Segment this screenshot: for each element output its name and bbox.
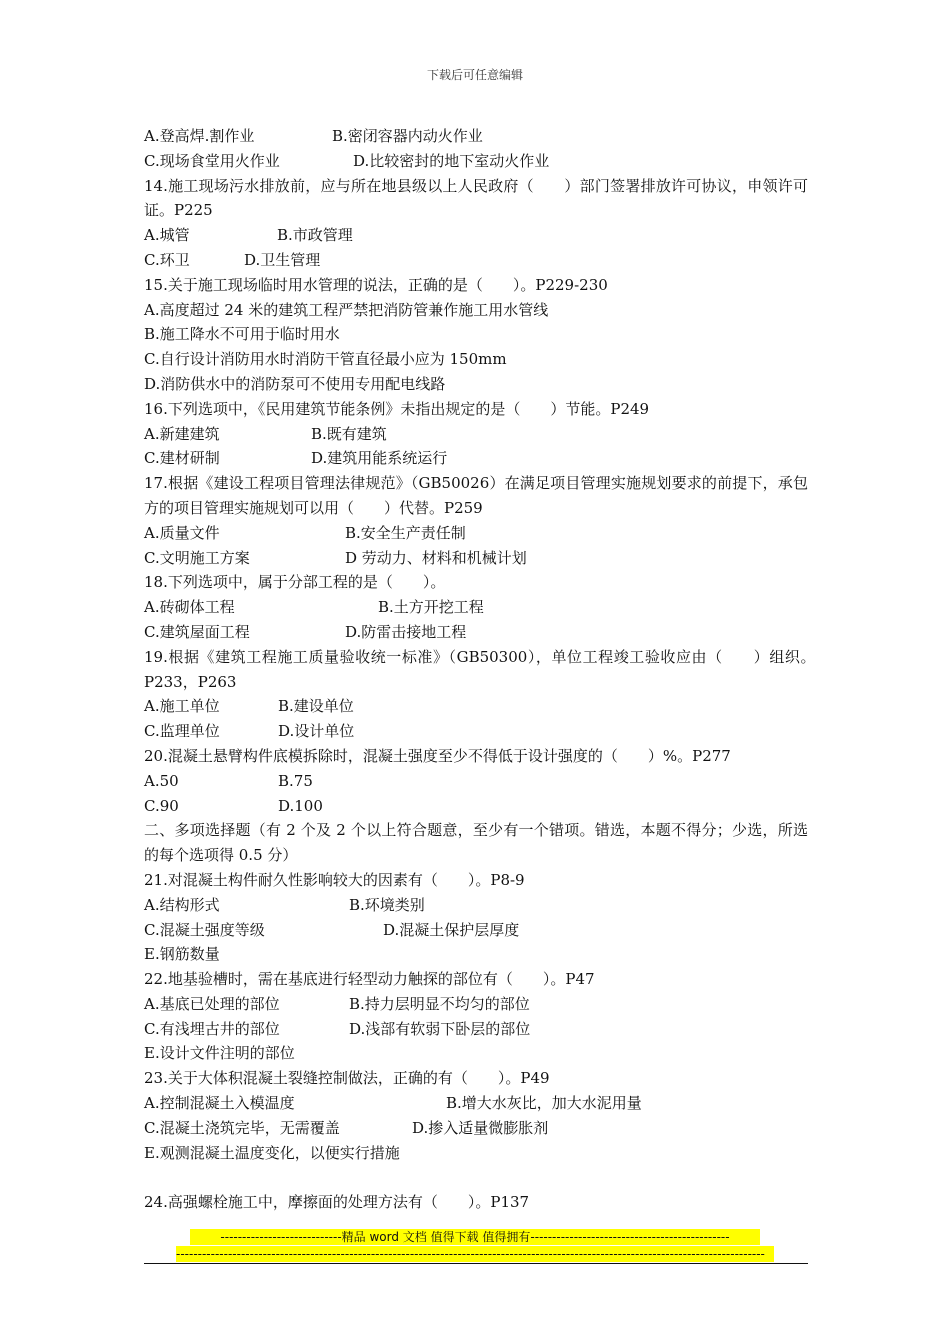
option-text: C.现场食堂用火作业 bbox=[144, 151, 280, 170]
option-text: C.混凝土浇筑完毕，无需覆盖 bbox=[144, 1118, 340, 1137]
option-text: D.卫生管理 bbox=[244, 250, 321, 269]
footer-banner-text: ----------------------------精品 word 文档 值得下载 值得拥有---------------------------------------------- bbox=[190, 1229, 760, 1245]
text-line: 18.下列选项中，属于分部工程的是（ ）。 bbox=[144, 573, 446, 592]
question-text: 17.根据《建设工程项目管理法律规范》（GB50026）在满足项目管理实施规划要求的前提下，承包方的项目管理实施规划可以用（ ）代替。P259 bbox=[144, 474, 808, 517]
text-line: 22.地基验槽时，需在基底进行轻型动力触探的部位有（ ）。P47 bbox=[144, 970, 595, 989]
option-row bbox=[144, 521, 808, 546]
option-row bbox=[144, 595, 808, 620]
option-text: A.结构形式 bbox=[144, 895, 220, 914]
option-text: C.文明施工方案 bbox=[144, 548, 250, 567]
option-text: C.90 bbox=[144, 796, 179, 815]
text-line: 21.对混凝土构件耐久性影响较大的因素有（ ）。P8-9 bbox=[144, 870, 525, 889]
text-line: B.施工降水不可用于临时用水 bbox=[144, 325, 340, 344]
option-text: B.建设单位 bbox=[278, 697, 354, 716]
text-line: D.消防供水中的消防泵可不使用专用配电线路 bbox=[144, 374, 446, 393]
text-line: C.自行设计消防用水时消防干管直径最小应为 150mm bbox=[144, 350, 507, 369]
option-text: C.有浅埋古井的部位 bbox=[144, 1019, 280, 1038]
option-text: B.75 bbox=[278, 771, 313, 790]
option-text: A.砖砌体工程 bbox=[144, 598, 235, 617]
option-text: A.50 bbox=[144, 771, 179, 790]
option-text: A.施工单位 bbox=[144, 697, 220, 716]
option-row bbox=[144, 1091, 808, 1116]
text-line: A.高度超过 24 米的建筑工程严禁把消防管兼作施工用水管线 bbox=[144, 300, 549, 319]
option-text: D 劳动力、材料和机械计划 bbox=[345, 548, 527, 567]
footer-banner-dashes: ---------------------------------------------------------------------------------------------------------------------------------------- bbox=[176, 1246, 774, 1262]
option-row bbox=[144, 248, 808, 273]
option-text: C.环卫 bbox=[144, 250, 190, 269]
option-text: A.基底已处理的部位 bbox=[144, 994, 280, 1013]
option-row bbox=[144, 546, 808, 571]
option-text: A.登高焊.割作业 bbox=[144, 127, 255, 145]
option-row bbox=[144, 620, 808, 645]
option-text: A.质量文件 bbox=[144, 523, 220, 542]
option-text: D.设计单位 bbox=[278, 722, 355, 741]
option-text: C.混凝土强度等级 bbox=[144, 920, 265, 939]
option-text: B.既有建筑 bbox=[311, 424, 387, 443]
option-row bbox=[144, 223, 808, 248]
option-text: A.新建建筑 bbox=[144, 424, 220, 443]
option-text: D.浅部有软弱下卧层的部位 bbox=[349, 1019, 531, 1038]
option-text: D.建筑用能系统运行 bbox=[311, 449, 448, 468]
option-text: B.增大水灰比，加大水泥用量 bbox=[446, 1094, 642, 1113]
option-text: B.土方开挖工程 bbox=[378, 598, 484, 617]
option-text: B.安全生产责任制 bbox=[345, 523, 466, 542]
question-text: 二、多项选择题（有 2 个及 2 个以上符合题意，至少有一个错项。错选，本题不得分；少选，所选的每个选项得 0.5 分） bbox=[144, 821, 808, 865]
text-line: E.观测混凝土温度变化，以便实行措施 bbox=[144, 1143, 400, 1162]
option-row bbox=[144, 124, 808, 149]
text-line: 15.关于施工现场临时用水管理的说法，正确的是（ ）。P229-230 bbox=[144, 275, 608, 294]
option-text: D.100 bbox=[278, 796, 323, 815]
text-line: E.设计文件注明的部位 bbox=[144, 1044, 295, 1063]
text-line: 24.高强螺栓施工中，摩擦面的处理方法有（ ）。P137 bbox=[144, 1193, 530, 1212]
text-line: 20.混凝土悬臂构件底模拆除时，混凝土强度至少不得低于设计强度的（ ）%。P277 bbox=[144, 746, 731, 765]
page-header: 下载后可任意编辑 bbox=[426, 68, 523, 82]
option-text: D.混凝土保护层厚度 bbox=[383, 920, 520, 939]
option-row bbox=[144, 422, 808, 447]
question-text: 14.施工现场污水排放前，应与所在地县级以上人民政府（ ）部门签署排放许可协议，申领许可证。P225 bbox=[144, 176, 808, 220]
option-text: D.防雷击接地工程 bbox=[345, 622, 467, 641]
option-text: D.掺入适量微膨胀剂 bbox=[412, 1118, 549, 1137]
option-text: B.密闭容器内动火作业 bbox=[332, 127, 483, 145]
option-row bbox=[144, 1017, 808, 1042]
option-text: A.控制混凝土入模温度 bbox=[144, 1094, 295, 1113]
question-text: 19.根据《建筑工程施工质量验收统一标准》（GB50300），单位工程竣工验收应由（ ）组织。 P233，P263 bbox=[144, 647, 824, 691]
option-row bbox=[144, 149, 808, 174]
option-text: A.城管 bbox=[144, 226, 190, 245]
option-row bbox=[144, 719, 808, 744]
text-line: 16.下列选项中，《民用建筑节能条例》未指出规定的是（ ）节能。P249 bbox=[144, 399, 650, 418]
option-text: C.建材研制 bbox=[144, 449, 220, 468]
blank-line bbox=[144, 1165, 808, 1190]
option-row bbox=[144, 992, 808, 1017]
option-row bbox=[144, 1116, 808, 1141]
option-text: C.监理单位 bbox=[144, 722, 220, 741]
text-line: E.钢筋数量 bbox=[144, 945, 220, 964]
option-row bbox=[144, 794, 808, 819]
option-text: B.环境类别 bbox=[349, 895, 425, 914]
footer-rule bbox=[144, 1263, 808, 1264]
option-row bbox=[144, 694, 808, 719]
option-text: C.建筑屋面工程 bbox=[144, 622, 250, 641]
document-body bbox=[144, 124, 824, 1215]
option-row bbox=[144, 918, 808, 943]
option-text: B.持力层明显不均匀的部位 bbox=[349, 994, 530, 1013]
option-row bbox=[144, 769, 808, 794]
option-text: B.市政管理 bbox=[277, 226, 353, 245]
option-row bbox=[144, 446, 808, 471]
text-line: 23.关于大体积混凝土裂缝控制做法，正确的有（ ）。P49 bbox=[144, 1069, 550, 1088]
option-row bbox=[144, 893, 808, 918]
option-text: D.比较密封的地下室动火作业 bbox=[353, 151, 550, 170]
